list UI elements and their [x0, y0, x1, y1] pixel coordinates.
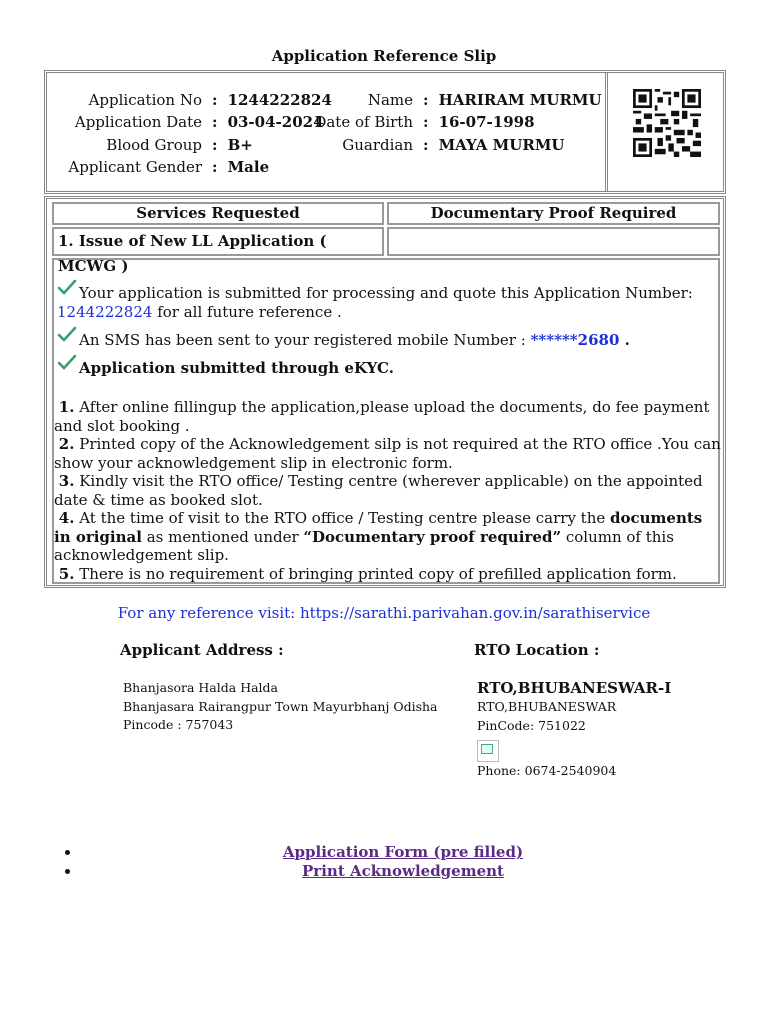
- application-form-link[interactable]: Application Form (pre filled): [282, 843, 524, 861]
- name-value: HARIRAM MURMU: [438, 91, 602, 109]
- services-box: [44, 196, 726, 588]
- application-no-label: Application No: [88, 91, 202, 109]
- address-pincode: Pincode : 757043: [123, 717, 234, 732]
- dob-row: Date of Birth : 16-07-1998: [297, 113, 535, 131]
- broken-image-icon: [477, 740, 499, 762]
- rto-phone: Phone: 0674-2540904: [477, 763, 617, 778]
- name-label: Name: [367, 91, 413, 109]
- services-requested-header: Services Requested: [52, 202, 384, 225]
- gender-row: Applicant Gender : Male: [68, 158, 270, 176]
- slip-title: Application Reference Slip: [271, 47, 497, 65]
- links-list: [60, 843, 746, 880]
- rto-line-1: RTO,BHUBANESWAR: [477, 699, 617, 714]
- application-no-value: 1244222824: [227, 91, 332, 109]
- messages-panel: [52, 258, 720, 584]
- instructions-list: [54, 398, 722, 583]
- application-date-label: Application Date: [74, 113, 202, 131]
- sms-message: An SMS has been sent to your registered mobile Number : ******2680 .: [57, 331, 712, 350]
- applicant-details-box: [44, 70, 726, 194]
- check-icon: [57, 326, 77, 342]
- masked-mobile-number: ******2680: [530, 331, 620, 349]
- guardian-row: Guardian : MAYA MURMU: [297, 136, 565, 154]
- name-row: Name : HARIRAM MURMU: [297, 91, 602, 109]
- gender-label: Applicant Gender: [68, 158, 202, 176]
- documentary-proof-header: Documentary Proof Required: [387, 202, 720, 225]
- list-item: [60, 862, 746, 881]
- bullet: [65, 869, 70, 874]
- rto-name: RTO,BHUBANESWAR-I: [477, 679, 672, 697]
- guardian-label: Guardian: [342, 136, 413, 154]
- address-line-1: Bhanjasora Halda Halda: [123, 680, 278, 695]
- reference-application-number: 1244222824: [57, 303, 153, 321]
- bullet: [65, 850, 70, 855]
- service-item: 1. Issue of New LL Application ( MCWG ): [52, 227, 384, 256]
- instruction-5: 5. There is no requirement of bringing printed copy of prefilled application form.: [58, 564, 677, 583]
- documentary-proof-cell: [387, 227, 720, 256]
- instruction-3: 3. Kindly visit the RTO office/ Testing centre (wherever applicable) on the appointed date & time as booked slot.: [54, 472, 703, 509]
- list-item: [60, 843, 746, 862]
- check-icon: [57, 279, 77, 295]
- qr-code-icon: [633, 89, 701, 157]
- gender-value: Male: [227, 158, 270, 176]
- address-line-2: Bhanjasara Rairangpur Town Mayurbhanj Odisha: [123, 698, 438, 714]
- application-date-value: 03-04-2024: [227, 113, 324, 131]
- check-icon: [57, 354, 77, 370]
- instruction-1: 1. After online fillingup the application,please upload the documents, do fee payment and slot booking .: [54, 398, 710, 435]
- ekyc-message: Application submitted through eKYC.: [57, 359, 712, 378]
- blood-group-row: Blood Group : B+: [67, 136, 253, 154]
- rto-pincode: PinCode: 751022: [477, 717, 586, 733]
- rto-address: [477, 678, 671, 735]
- guardian-value: MAYA MURMU: [438, 136, 565, 154]
- dob-value: 16-07-1998: [438, 113, 535, 131]
- dob-label: Date of Birth: [314, 113, 413, 131]
- qr-divider: [605, 73, 608, 191]
- rto-location-heading: RTO Location :: [474, 641, 600, 659]
- instruction-2: 2. Printed copy of the Acknowledgement silp is not required at the RTO office .You can show your acknowledgement slip in electronic form.: [54, 435, 721, 472]
- instruction-4: 4. At the time of visit to the RTO office / Testing centre please carry the documents in original as mentioned under “Documentary proof required” column of this acknowledgement slip.: [54, 509, 703, 564]
- blood-group-value: B+: [227, 136, 253, 154]
- submitted-message: Your application is submitted for processing and quote this Application Number: 1244222824 for all future reference .: [57, 284, 712, 322]
- print-acknowledgement-link[interactable]: Print Acknowledgement: [302, 861, 504, 880]
- applicant-address: [123, 679, 438, 735]
- application-date-row: Application Date : 03-04-2024: [67, 113, 324, 131]
- applicant-address-heading: Applicant Address :: [120, 641, 284, 659]
- blood-group-label: Blood Group: [106, 136, 202, 154]
- application-no-row: Application No : 1244222824: [67, 91, 332, 109]
- reference-url-text: For any reference visit: https://sarathi.parivahan.gov.in/sarathiservice: [117, 604, 651, 622]
